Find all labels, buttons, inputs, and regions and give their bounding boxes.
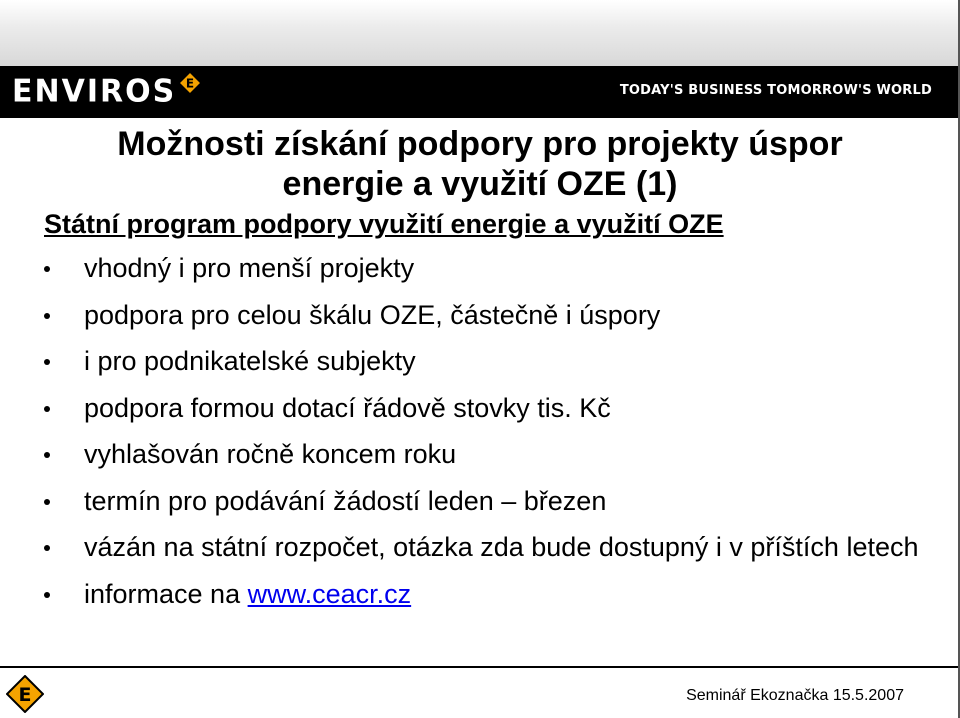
- bullet-item: podpora formou dotací řádově stovky tis. Kč: [40, 392, 920, 424]
- bullet-item: termín pro podávání žádostí leden – březen: [40, 485, 920, 517]
- slide-title: [40, 124, 920, 204]
- footer-e-icon: [6, 675, 44, 713]
- title-line-1: Možnosti získání podpory pro projekty úspor: [117, 125, 843, 163]
- footer-mark-letter: E: [18, 684, 32, 706]
- title-line-2: energie a využití OZE (1): [282, 165, 678, 203]
- bullet-item: vázán na státní rozpočet, otázka zda bude dostupný i v příštích letech: [40, 531, 920, 563]
- enviros-e-icon: [178, 71, 202, 95]
- logo-text: ENVIROS: [12, 73, 177, 110]
- enviros-logo: [12, 74, 202, 110]
- bullet-item: i pro podnikatelské subjekty: [40, 345, 920, 377]
- footer-text: Seminář Ekoznačka 15.5.2007: [686, 687, 904, 704]
- bullet-list: [40, 252, 920, 624]
- bullet-item: vyhlašován ročně koncem roku: [40, 438, 920, 470]
- logo-mark-letter: E: [186, 76, 195, 91]
- slide-subtitle: Státní program podpory využití energie a využití OZE: [44, 209, 724, 239]
- brand-header-bar: [0, 66, 960, 118]
- ceacr-link[interactable]: www.ceacr.cz: [247, 578, 412, 609]
- info-prefix: informace na: [84, 578, 248, 609]
- bullet-item-info: [40, 578, 920, 610]
- top-gradient-band: [0, 0, 960, 66]
- bullet-item: vhodný i pro menší projekty: [40, 252, 920, 284]
- footer-divider: [0, 666, 960, 668]
- bullet-item: podpora pro celou škálu OZE, částečně i úspory: [40, 299, 920, 331]
- slogan: TODAY'S BUSINESS TOMORROW'S WORLD: [619, 83, 932, 98]
